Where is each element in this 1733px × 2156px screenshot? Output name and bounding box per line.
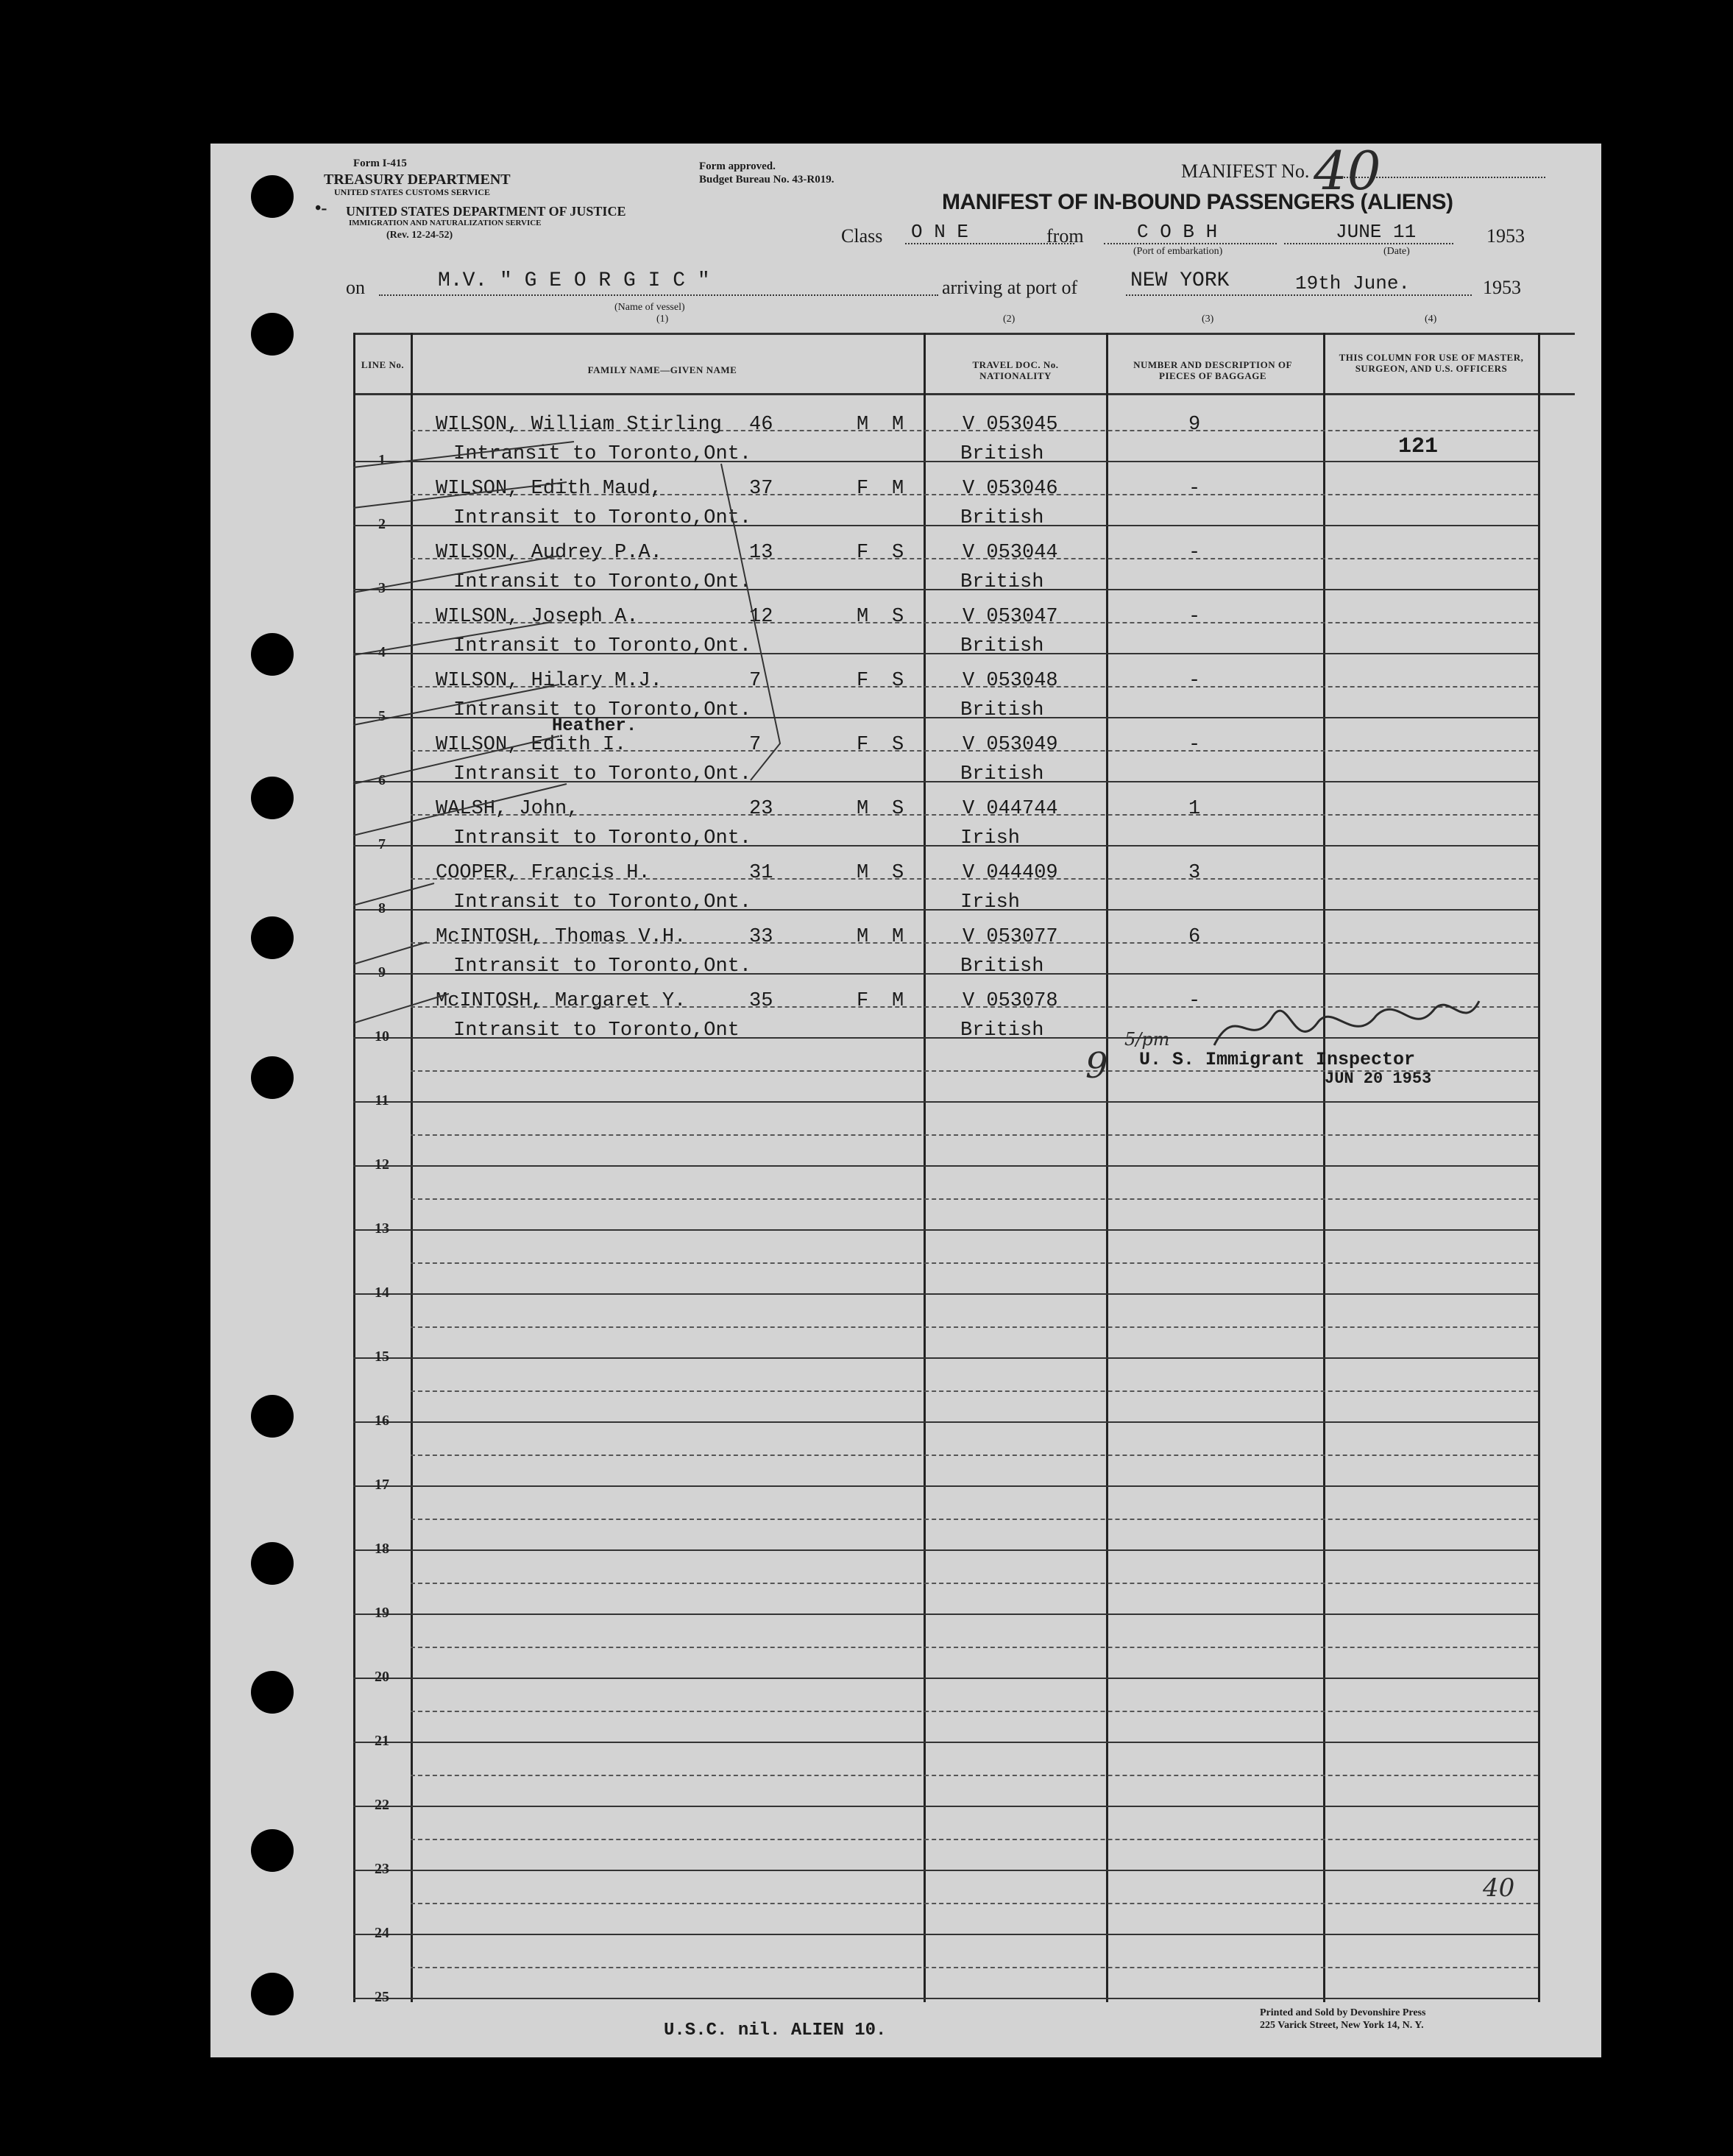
passenger-age: 7 (749, 734, 762, 756)
passenger-sex: M (857, 862, 869, 884)
passenger-note: Intransit to Toronto,Ont. (453, 635, 752, 657)
printer-line-2: 225 Varick Street, New York 14, N. Y. (1260, 2020, 1424, 2031)
date-line (1284, 243, 1453, 244)
table-row (0, 462, 1733, 532)
line-number: 23 (375, 1861, 389, 1877)
baggage-count: - (1188, 478, 1201, 500)
name-annotation: Heather. (552, 716, 637, 736)
header-family-name: FAMILY NAME—GIVEN NAME (587, 364, 737, 375)
row-divider (411, 1198, 1538, 1200)
line-number: 2 (378, 516, 386, 532)
form-revision: (Rev. 12-24-52) (386, 230, 453, 241)
passenger-note: Intransit to Toronto,Ont. (453, 443, 752, 465)
line-number: 7 (378, 836, 386, 852)
travel-doc-number: V 044744 (963, 798, 1058, 820)
port-value: NEW YORK (1130, 269, 1230, 292)
passenger-sex: F (857, 734, 869, 756)
passenger-name: McINTOSH, Thomas V.H. (436, 926, 687, 948)
line-number: 5 (378, 708, 386, 724)
line-number: 11 (375, 1092, 389, 1109)
line-number: 4 (378, 644, 386, 660)
header-officers: THIS COLUMN FOR USE OF MASTER, SURGEON, AND U.S. OFFICERS (1339, 352, 1524, 374)
baggage-count: - (1188, 990, 1201, 1012)
line-number: 15 (375, 1349, 389, 1365)
manifest-title: MANIFEST OF IN-BOUND PASSENGERS (ALIENS) (942, 190, 1453, 214)
table-row (0, 1102, 1733, 1173)
passenger-name: WILSON, Edith I. (436, 734, 627, 756)
vessel-line (379, 294, 938, 296)
line-tick-marks (339, 434, 854, 1067)
col1-number: (1) (656, 314, 669, 325)
table-row (0, 1166, 1733, 1237)
passenger-note: Intransit to Toronto,Ont. (453, 827, 752, 849)
passenger-name: McINTOSH, Margaret Y. (436, 990, 687, 1012)
line-number: 13 (375, 1220, 389, 1237)
passenger-nationality: British (960, 699, 1044, 721)
class-label: Class (841, 225, 883, 247)
passenger-name: WALSH, John, (436, 798, 579, 820)
date-caption: (Date) (1383, 246, 1410, 257)
line-number: 25 (375, 1989, 389, 2005)
row-divider (411, 1455, 1538, 1456)
passenger-name: WILSON, Joseph A. (436, 606, 639, 628)
table-row (0, 1934, 1733, 2005)
travel-doc-number: V 053047 (963, 606, 1058, 628)
passenger-nationality: Irish (960, 827, 1021, 849)
line-number: 9 (378, 964, 386, 980)
line-number: 24 (375, 1925, 389, 1941)
table-row (0, 1358, 1733, 1429)
line-number: 18 (375, 1541, 389, 1557)
passenger-age: 13 (749, 542, 773, 564)
passenger-note: Intransit to Toronto,Ont. (453, 763, 752, 785)
passenger-note: Intransit to Toronto,Ont. (453, 507, 752, 529)
row-divider (411, 1134, 1538, 1136)
col3-number: (3) (1202, 314, 1214, 325)
travel-doc-number: V 053046 (963, 478, 1058, 500)
line-number: 10 (375, 1028, 389, 1045)
header-travel-doc: TRAVEL DOC. No. NATIONALITY (972, 359, 1059, 381)
table-row (0, 910, 1733, 980)
year-value: 1953 (1486, 225, 1525, 247)
line-number: 1 (378, 452, 386, 468)
travel-doc-number: V 053044 (963, 542, 1058, 564)
arriving-label: arriving at port of (942, 277, 1078, 298)
line-number: 14 (375, 1284, 389, 1301)
form-number: Form I-415 (353, 158, 407, 169)
form-approved: Form approved. (699, 160, 776, 172)
passenger-name: WILSON, Audrey P.A. (436, 542, 662, 564)
passenger-nationality: British (960, 1019, 1044, 1042)
line-number: 20 (375, 1669, 389, 1685)
row-divider (411, 1839, 1538, 1840)
passenger-sex: M (857, 606, 869, 628)
passenger-nationality: Irish (960, 891, 1021, 913)
row-divider (411, 1262, 1538, 1264)
row-divider (411, 1583, 1538, 1584)
table-row (0, 1550, 1733, 1621)
table-row (0, 1742, 1733, 1813)
inspector-signature (1207, 986, 1486, 1067)
arrival-line (1126, 294, 1472, 296)
table-row (0, 526, 1733, 596)
handwritten-count: 9 (1085, 1045, 1108, 1086)
line-number: 12 (375, 1156, 389, 1173)
class-value: O N E (911, 221, 969, 243)
row-border (353, 1998, 1538, 1999)
passenger-age: 23 (749, 798, 773, 820)
passenger-note: Intransit to Toronto,Ont. (453, 571, 752, 593)
passenger-marital-status: S (892, 606, 904, 628)
binder-hole (251, 313, 294, 356)
passenger-nationality: British (960, 507, 1044, 529)
table-row (0, 1870, 1733, 1941)
passenger-sex: F (857, 478, 869, 500)
baggage-count: - (1188, 670, 1201, 692)
passenger-age: 31 (749, 862, 773, 884)
passenger-age: 12 (749, 606, 773, 628)
passenger-name: WILSON, William Stirling (436, 414, 722, 436)
baggage-count: 1 (1188, 798, 1201, 820)
table-row (0, 1294, 1733, 1365)
travel-doc-number: V 053077 (963, 926, 1058, 948)
treasury-dept: TREASURY DEPARTMENT (324, 172, 511, 188)
passenger-marital-status: S (892, 798, 904, 820)
passenger-name: WILSON, Edith Maud, (436, 478, 662, 500)
date-value: JUNE 11 (1336, 221, 1417, 243)
passenger-name: WILSON, Hilary M.J. (436, 670, 662, 692)
table-row (0, 716, 1733, 788)
line-number: 22 (375, 1797, 389, 1813)
passenger-sex: M (857, 926, 869, 948)
row-divider (411, 1326, 1538, 1328)
table-row (0, 1486, 1733, 1557)
printer-line-1: Printed and Sold by Devonshire Press (1260, 2007, 1426, 2018)
table-row (0, 654, 1733, 724)
line-number: 16 (375, 1413, 389, 1429)
table-row (0, 1230, 1733, 1301)
passenger-sex: M (857, 798, 869, 820)
header-line-no: LINE No. (361, 359, 405, 370)
passenger-nationality: British (960, 571, 1044, 593)
col2-number: (2) (1003, 314, 1016, 325)
row-divider (411, 1390, 1538, 1392)
vessel-name: M.V. " G E O R G I C " (438, 269, 710, 292)
passenger-sex: F (857, 542, 869, 564)
passenger-note: Intransit to Toronto,Ont. (453, 891, 752, 913)
line-number: 6 (378, 772, 386, 788)
passenger-note: Intransit to Toronto,Ont. (453, 699, 752, 721)
vessel-caption: (Name of vessel) (614, 302, 685, 313)
table-row (0, 590, 1733, 660)
table-row (0, 397, 1733, 468)
passenger-age: 46 (749, 414, 773, 436)
baggage-count: - (1188, 606, 1201, 628)
travel-doc-number: V 053048 (963, 670, 1058, 692)
passenger-marital-status: S (892, 734, 904, 756)
baggage-count: 3 (1188, 862, 1201, 884)
travel-doc-number: V 053049 (963, 734, 1058, 756)
passenger-age: 35 (749, 990, 773, 1012)
baggage-count: 9 (1188, 414, 1201, 436)
passenger-marital-status: M (892, 414, 904, 436)
line-number: 19 (375, 1605, 389, 1621)
table-row (0, 1678, 1733, 1749)
row-divider (411, 1903, 1538, 1904)
manifest-no-value: 40 (1314, 140, 1381, 202)
footer-code: U.S.C. nil. ALIEN 10. (664, 2021, 887, 2040)
line-number: 8 (378, 900, 386, 916)
passenger-marital-status: S (892, 862, 904, 884)
page-mark: 40 (1483, 1873, 1515, 1903)
inspector-stamp: U. S. Immigrant Inspector (1139, 1049, 1416, 1070)
table-top-border (353, 333, 1575, 335)
passenger-sex: F (857, 990, 869, 1012)
passenger-age: 7 (749, 670, 762, 692)
passenger-marital-status: M (892, 478, 904, 500)
port-caption: (Port of embarkation) (1133, 246, 1223, 257)
passenger-marital-status: S (892, 542, 904, 564)
row-divider (411, 1647, 1538, 1648)
row-divider (411, 1711, 1538, 1712)
line-number: 17 (375, 1477, 389, 1493)
passenger-marital-status: M (892, 926, 904, 948)
line-number: 21 (375, 1733, 389, 1749)
justice-dept: UNITED STATES DEPARTMENT OF JUSTICE (346, 204, 626, 219)
baggage-count: - (1188, 542, 1201, 564)
from-label: from (1046, 225, 1084, 247)
from-line (1104, 243, 1277, 244)
passenger-sex: M (857, 414, 869, 436)
passenger-nationality: British (960, 443, 1044, 465)
passenger-age: 37 (749, 478, 773, 500)
inspector-stamp-date: JUN 20 1953 (1325, 1070, 1432, 1088)
binder-hole (251, 175, 294, 218)
travel-doc-number: V 044409 (963, 862, 1058, 884)
handwritten-time: 5/pm (1124, 1029, 1170, 1050)
row-divider (411, 1775, 1538, 1776)
passenger-note: Intransit to Toronto,Ont. (453, 955, 752, 978)
passenger-marital-status: M (892, 990, 904, 1012)
passenger-sex: F (857, 670, 869, 692)
header-dash-mark: •- (315, 199, 327, 218)
baggage-count: 6 (1188, 926, 1201, 948)
manifest-no-label: MANIFEST No. (1181, 160, 1310, 182)
passenger-name: COOPER, Francis H. (436, 862, 651, 884)
passenger-nationality: British (960, 635, 1044, 657)
table-row (0, 1422, 1733, 1493)
passenger-nationality: British (960, 955, 1044, 978)
passenger-age: 33 (749, 926, 773, 948)
header-baggage: NUMBER AND DESCRIPTION OF PIECES OF BAGGAGE (1133, 359, 1292, 381)
baggage-count: - (1188, 734, 1201, 756)
officer-entry: 121 (1398, 434, 1439, 459)
passenger-nationality: British (960, 763, 1044, 785)
line-number: 3 (378, 580, 386, 596)
arrival-date: 19th June. (1295, 272, 1411, 294)
from-value: C O B H (1137, 221, 1218, 243)
table-row (0, 1614, 1733, 1685)
travel-doc-number: V 053045 (963, 414, 1058, 436)
table-row (0, 846, 1733, 916)
table-row (0, 1806, 1733, 1877)
ins-service: IMMIGRATION AND NATURALIZATION SERVICE (349, 219, 542, 227)
passenger-marital-status: S (892, 670, 904, 692)
table-header-border (353, 393, 1575, 395)
budget-bureau: Budget Bureau No. 43-R019. (699, 174, 834, 185)
arrival-year: 1953 (1483, 277, 1521, 298)
travel-doc-number: V 053078 (963, 990, 1058, 1012)
row-divider (411, 1967, 1538, 1968)
row-divider (411, 1519, 1538, 1520)
on-label: on (346, 277, 365, 298)
passenger-note: Intransit to Toronto,Ont (453, 1019, 740, 1042)
table-row (0, 782, 1733, 852)
col4-number: (4) (1425, 314, 1437, 325)
customs-service: UNITED STATES CUSTOMS SERVICE (334, 187, 490, 197)
